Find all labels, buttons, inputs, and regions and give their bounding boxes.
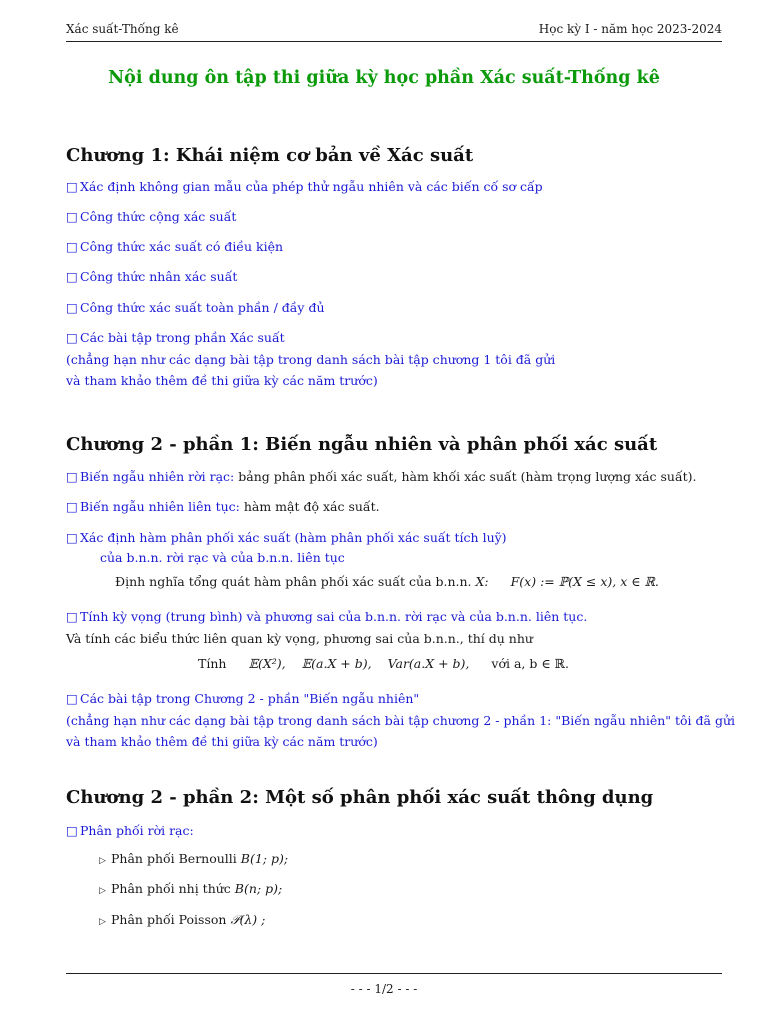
formula-e-x2: 𝔼(X²), <box>248 656 286 671</box>
header-course: Xác suất-Thống kê <box>66 22 179 36</box>
chapter-2-part-1-heading: Chương 2 - phần 1: Biến ngẫu nhiên và phân phối xác suất <box>66 434 658 455</box>
checkbox-icon: □ <box>66 269 78 284</box>
ch21-item-cdf <box>66 530 507 545</box>
checkbox-icon: □ <box>66 609 78 624</box>
triangle-bullet-icon: ▷ <box>99 856 106 866</box>
ch22-item-discrete <box>66 823 194 838</box>
ch1-item-5 <box>66 300 325 315</box>
cdf-definition <box>115 574 659 589</box>
formula-compute-label: Tính <box>198 656 227 671</box>
footer-rule <box>66 973 722 974</box>
checkbox-icon: □ <box>66 209 78 224</box>
ch21-item-cdf-text: Xác định hàm phân phối xác suất (hàm phân phối xác suất tích luỹ) <box>80 530 507 545</box>
ch21-item-cdf-cont: của b.n.n. rời rạc và của b.n.n. liên tục <box>100 550 345 565</box>
checkbox-icon: □ <box>66 691 78 706</box>
ch21-item-expectation <box>66 609 587 624</box>
ch21-item-continuous <box>66 499 380 514</box>
checkbox-icon: □ <box>66 469 78 484</box>
formula-e-ax-b: 𝔼(a.X + b), <box>301 656 372 671</box>
ch1-item-1 <box>66 179 543 194</box>
formula-var-ax-b: Var(a.X + b), <box>387 656 470 671</box>
header-semester: Học kỳ I - năm học 2023-2024 <box>538 22 722 36</box>
ch21-note-line-2: và tham khảo thêm đề thi giữa kỳ các năm trước) <box>66 734 378 749</box>
ch1-item-1-text: Xác định không gian mẫu của phép thử ngẫu nhiên và các biến cố sơ cấp <box>80 179 543 194</box>
ch21-item-discrete-desc: bảng phân phối xác suất, hàm khối xác suất (hàm trọng lượng xác suất). <box>234 469 697 484</box>
dist-bernoulli-notation: B(1; p); <box>240 851 289 866</box>
ch1-note-line-2: và tham khảo thêm đề thi giữa kỳ các năm trước) <box>66 373 378 388</box>
dist-binomial-name: Phân phối nhị thức <box>111 881 231 896</box>
page-title: Nội dung ôn tập thi giữa kỳ học phần Xác suất-Thống kê <box>108 68 660 88</box>
triangle-bullet-icon: ▷ <box>99 886 106 896</box>
dist-poisson-name: Phân phối Poisson <box>111 912 227 927</box>
checkbox-icon: □ <box>66 239 78 254</box>
dist-poisson <box>99 912 265 928</box>
dist-bernoulli <box>99 851 288 866</box>
cdf-variable: X: <box>475 574 489 589</box>
formula-condition: với a, b ∈ ℝ. <box>491 656 569 671</box>
checkbox-icon: □ <box>66 499 78 514</box>
ch21-item-discrete <box>66 469 697 484</box>
ch1-item-3 <box>66 239 283 254</box>
ch22-item-discrete-text: Phân phối rời rạc: <box>80 823 194 838</box>
checkbox-icon: □ <box>66 179 78 194</box>
header-rule <box>66 41 722 42</box>
checkbox-icon: □ <box>66 330 78 345</box>
triangle-bullet-icon: ▷ <box>99 917 106 927</box>
ch1-item-3-text: Công thức xác suất có điều kiện <box>80 239 284 254</box>
chapter-1-heading: Chương 1: Khái niệm cơ bản về Xác suất <box>66 145 474 166</box>
checkbox-icon: □ <box>66 530 78 545</box>
ch1-item-6 <box>66 330 285 345</box>
ch1-item-5-text: Công thức xác suất toàn phần / đầy đủ <box>80 300 325 315</box>
ch1-item-4-text: Công thức nhân xác suất <box>80 269 238 284</box>
checkbox-icon: □ <box>66 823 78 838</box>
dist-binomial-notation: B(n; p); <box>234 881 283 896</box>
cdf-formula: F(x) := ℙ(X ≤ x), x ∈ ℝ. <box>510 574 659 589</box>
cdf-definition-text: Định nghĩa tổng quát hàm phân phối xác suất của b.n.n. <box>115 574 472 589</box>
ch21-item-exercises <box>66 691 419 706</box>
ch1-note-line-1: (chẳng hạn như các dạng bài tập trong danh sách bài tập chương 1 tôi đã gửi <box>66 352 556 367</box>
ch1-item-4 <box>66 269 237 284</box>
ch21-item-expectation-text: Tính kỳ vọng (trung bình) và phương sai của b.n.n. rời rạc và của b.n.n. liên tục. <box>80 609 588 624</box>
page-number: - - - 1/2 - - - <box>350 982 418 996</box>
ch21-item-continuous-label: Biến ngẫu nhiên liên tục: <box>80 499 240 514</box>
dist-binomial <box>99 881 282 896</box>
ch21-note-line-1: (chẳng hạn như các dạng bài tập trong danh sách bài tập chương 2 - phần 1: "Biến ngẫu nhiên" tôi đã gửi <box>66 713 735 728</box>
ch1-item-6-text: Các bài tập trong phần Xác suất <box>80 330 285 345</box>
ch21-item-continuous-desc: hàm mật độ xác suất. <box>239 499 380 514</box>
ch21-expectation-sub: Và tính các biểu thức liên quan kỳ vọng, phương sai của b.n.n., thí dụ như <box>66 631 533 646</box>
ch1-item-2-text: Công thức cộng xác suất <box>80 209 237 224</box>
checkbox-icon: □ <box>66 300 78 315</box>
ch21-item-discrete-label: Biến ngẫu nhiên rời rạc: <box>80 469 235 484</box>
dist-poisson-notation: 𝒫(λ) ; <box>230 912 266 927</box>
ch1-item-2 <box>66 209 236 224</box>
chapter-2-part-2-heading: Chương 2 - phần 2: Một số phân phối xác suất thông dụng <box>66 787 654 808</box>
dist-bernoulli-name: Phân phối Bernoulli <box>111 851 237 866</box>
formula-row <box>198 656 569 671</box>
ch21-item-exercises-text: Các bài tập trong Chương 2 - phần "Biến ngẫu nhiên" <box>80 691 420 706</box>
